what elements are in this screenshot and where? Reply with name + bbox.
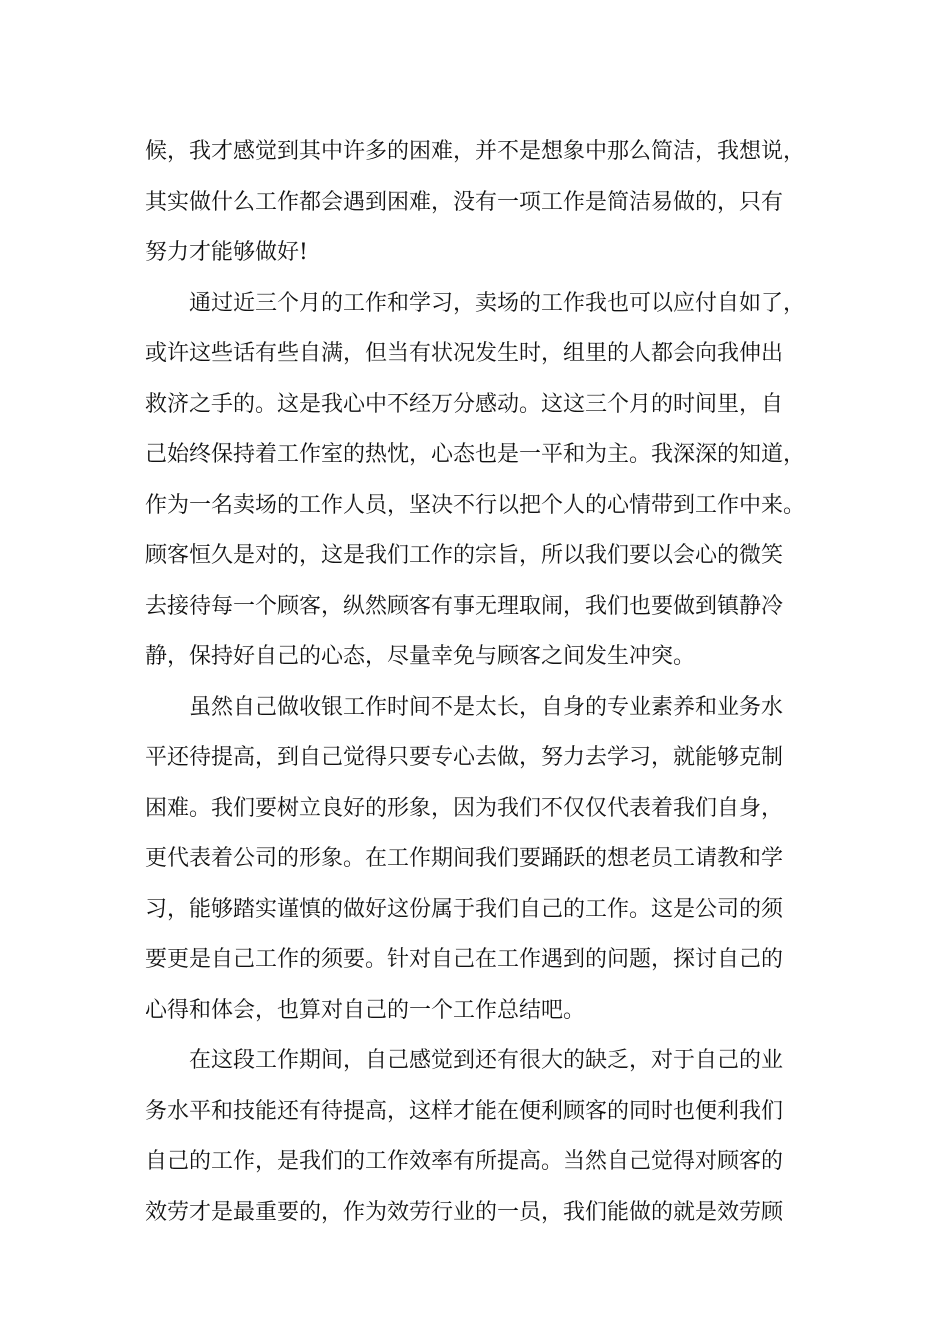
paragraph-first-line: 通过近三个月的工作和学习，卖场的工作我也可以应付自如了， xyxy=(189,290,806,316)
text-line: 平还待提高，到自己觉得只要专心去做，努力去学习，就能够克制 xyxy=(145,745,784,770)
text-line: 己始终保持着工作室的热忱，心态也是一平和为主。我深深的知道， xyxy=(145,442,806,467)
text-line: 更代表着公司的形象。在工作期间我们要踊跃的想老员工请教和学 xyxy=(145,846,784,871)
text-line: 作为一名卖场的工作人员，坚决不行以把个人的心情带到工作中来。 xyxy=(145,492,806,518)
document-body xyxy=(145,127,825,1238)
paragraph-first-line: 在这段工作期间，自己感觉到还有很大的缺乏，对于自己的业 xyxy=(189,1048,784,1073)
text-line: 要更是自己工作的须要。针对自己在工作遇到的问题，探讨自己的 xyxy=(145,947,784,972)
text-line: 困难。我们要树立良好的形象，因为我们不仅仅代表着我们自身， xyxy=(145,795,784,821)
text-line: 静，保持好自己的心态，尽量幸免与顾客之间发生冲突。 xyxy=(145,644,696,669)
text-line: 心得和体会，也算对自己的一个工作总结吧。 xyxy=(145,997,586,1023)
text-line: 务水平和技能还有待提高，这样才能在便利顾客的同时也便利我们 xyxy=(145,1098,784,1124)
text-line: 努力才能够做好! xyxy=(145,240,308,265)
text-line: 自己的工作，是我们的工作效率有所提高。当然自己觉得对顾客的 xyxy=(145,1149,784,1174)
text-line: 去接待每一个顾客，纵然顾客有事无理取闹，我们也要做到镇静冷 xyxy=(145,593,784,619)
text-line: 顾客恒久是对的，这是我们工作的宗旨，所以我们要以会心的微笑 xyxy=(145,543,784,568)
text-line: 候，我才感觉到其中许多的困难，并不是想象中那么简洁，我想说， xyxy=(145,139,806,164)
text-line: 其实做什么工作都会遇到困难，没有一项工作是简洁易做的，只有 xyxy=(145,189,784,215)
text-line: 效劳才是最重要的，作为效劳行业的一员，我们能做的就是效劳顾 xyxy=(145,1199,784,1225)
text-line: 习，能够踏实谨慎的做好这份属于我们自己的工作。这是公司的须 xyxy=(145,896,784,922)
text-line: 救济之手的。这是我心中不经万分感动。这这三个月的时间里，自 xyxy=(145,391,784,417)
text-line: 或许这些话有些自满，但当有状况发生时，组里的人都会向我伸出 xyxy=(145,341,784,366)
paragraph-first-line: 虽然自己做收银工作时间不是太长，自身的专业素养和业务水 xyxy=(189,694,784,720)
